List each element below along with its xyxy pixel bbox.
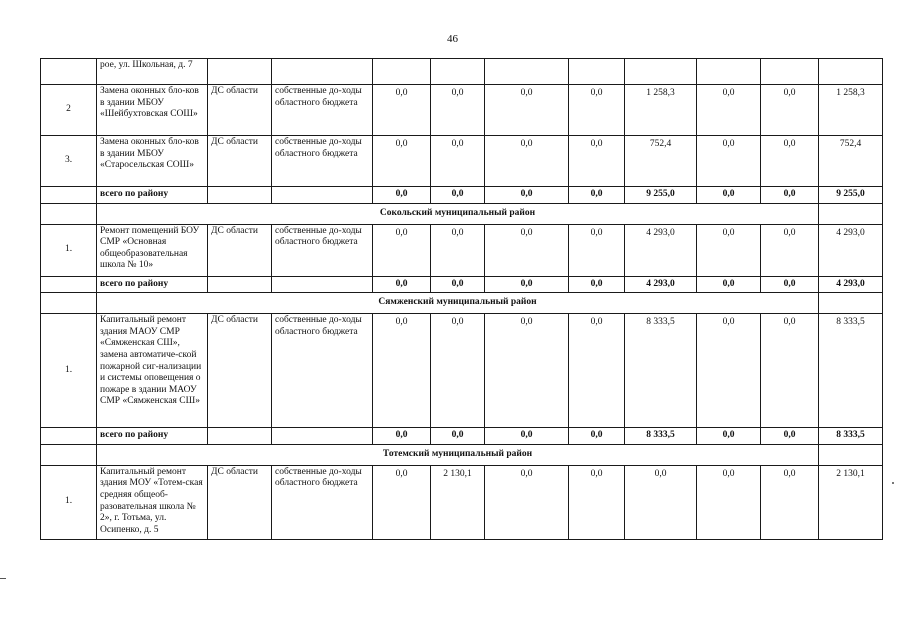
total-value-cell: 0,0: [373, 276, 431, 293]
value-cell: 0,0: [697, 136, 761, 187]
value-cell: 0,0: [373, 314, 431, 428]
total-value-cell: 0,0: [761, 276, 819, 293]
empty-cell: [41, 187, 97, 204]
table-row: [41, 314, 883, 428]
project-name: рое, ул. Школьная, д. 7: [97, 59, 208, 85]
value-cell: [697, 59, 761, 85]
district-header-row: [41, 293, 883, 314]
total-value-cell: 0,0: [569, 276, 625, 293]
value-cell: [819, 59, 883, 85]
total-value-cell: 0,0: [431, 428, 485, 445]
total-label: всего по району: [97, 276, 208, 293]
total-value-cell: 0,0: [697, 187, 761, 204]
district-header-row: [41, 444, 883, 465]
empty-cell: [41, 276, 97, 293]
total-value-cell: 0,0: [373, 428, 431, 445]
value-cell: 0,0: [431, 85, 485, 136]
total-value-cell: 0,0: [697, 276, 761, 293]
total-value-cell: 0,0: [697, 428, 761, 445]
empty-cell: [41, 293, 97, 314]
funding-type: собственные до-ходы областного бюджета: [272, 136, 373, 187]
funding-type: [272, 59, 373, 85]
value-cell: [761, 59, 819, 85]
value-cell: 0,0: [431, 136, 485, 187]
row-index: 3.: [41, 136, 97, 187]
table-row: [41, 59, 883, 85]
total-value-cell: 0,0: [485, 187, 569, 204]
value-cell: 0,0: [761, 136, 819, 187]
budget-table: [40, 58, 883, 540]
district-total-row: [41, 276, 883, 293]
row-index: 1.: [41, 224, 97, 276]
value-cell: 1 258,3: [819, 85, 883, 136]
value-cell: 0,0: [569, 85, 625, 136]
project-name: Капитальный ремонт здания МОУ «Тотем-ская средняя общеоб-разовательная школа № 2», г. Тотьма, ул. Осипенко, д. 5: [97, 465, 208, 539]
value-cell: 0,0: [569, 136, 625, 187]
value-cell: 0,0: [485, 465, 569, 539]
district-name: Тотемский муниципальный район: [97, 444, 819, 465]
row-index: [41, 59, 97, 85]
value-cell: 0,0: [761, 85, 819, 136]
empty-cell: [272, 428, 373, 445]
value-cell: [373, 59, 431, 85]
project-name: Замена оконных бло-ков в здании МБОУ «Старосельская СОШ»: [97, 136, 208, 187]
value-cell: 0,0: [761, 465, 819, 539]
funding-source: ДС области: [208, 224, 272, 276]
district-name: Сокольский муниципальный район: [97, 203, 819, 224]
total-value-cell: 0,0: [569, 428, 625, 445]
margin-dot: [892, 482, 894, 484]
value-cell: 4 293,0: [819, 224, 883, 276]
funding-source: ДС области: [208, 85, 272, 136]
value-cell: 0,0: [625, 465, 697, 539]
empty-cell: [208, 428, 272, 445]
table-row: [41, 465, 883, 539]
district-total-row: [41, 428, 883, 445]
value-cell: 0,0: [569, 224, 625, 276]
value-cell: 0,0: [697, 465, 761, 539]
value-cell: 2 130,1: [431, 465, 485, 539]
total-label: всего по району: [97, 428, 208, 445]
value-cell: 0,0: [569, 465, 625, 539]
project-name: Капитальный ремонт здания МАОУ СМР «Сямженская СШ», замена автоматиче-ской пожарной сиг-нализации и системы оповещения о пожаре в здании МАОУ СМР «Сямженская СШ»: [97, 314, 208, 428]
empty-cell: [819, 293, 883, 314]
total-value-cell: 8 333,5: [625, 428, 697, 445]
total-value-cell: 0,0: [569, 187, 625, 204]
funding-source: ДС области: [208, 314, 272, 428]
value-cell: 1 258,3: [625, 85, 697, 136]
total-value-cell: 0,0: [761, 428, 819, 445]
value-cell: 0,0: [485, 136, 569, 187]
margin-mark: [0, 578, 6, 579]
empty-cell: [819, 444, 883, 465]
value-cell: 0,0: [761, 224, 819, 276]
total-value-cell: 0,0: [485, 276, 569, 293]
total-value-cell: 0,0: [373, 187, 431, 204]
total-value-cell: 0,0: [485, 428, 569, 445]
empty-cell: [819, 203, 883, 224]
value-cell: 8 333,5: [625, 314, 697, 428]
empty-cell: [41, 203, 97, 224]
value-cell: [431, 59, 485, 85]
empty-cell: [208, 187, 272, 204]
district-header-row: [41, 203, 883, 224]
value-cell: 0,0: [761, 314, 819, 428]
value-cell: 0,0: [485, 85, 569, 136]
value-cell: 0,0: [697, 85, 761, 136]
total-value-cell: 0,0: [431, 187, 485, 204]
project-name: Ремонт помещений БОУ СМР «Основная общеобразовательная школа № 10»: [97, 224, 208, 276]
row-index: 1.: [41, 465, 97, 539]
value-cell: 0,0: [373, 136, 431, 187]
value-cell: 0,0: [485, 224, 569, 276]
total-value-cell: 0,0: [761, 187, 819, 204]
funding-type: собственные до-ходы областного бюджета: [272, 224, 373, 276]
page-number: 46: [447, 33, 458, 45]
funding-source: ДС области: [208, 136, 272, 187]
value-cell: 752,4: [819, 136, 883, 187]
value-cell: 0,0: [569, 314, 625, 428]
table-row: [41, 224, 883, 276]
table-row: [41, 136, 883, 187]
funding-source: ДС области: [208, 465, 272, 539]
empty-cell: [41, 444, 97, 465]
funding-source: [208, 59, 272, 85]
funding-type: собственные до-ходы областного бюджета: [272, 314, 373, 428]
empty-cell: [272, 187, 373, 204]
value-cell: 0,0: [431, 224, 485, 276]
total-label: всего по району: [97, 187, 208, 204]
value-cell: 4 293,0: [625, 224, 697, 276]
value-cell: 0,0: [373, 85, 431, 136]
value-cell: 752,4: [625, 136, 697, 187]
total-value-cell: 0,0: [431, 276, 485, 293]
district-name: Сямженский муниципальный район: [97, 293, 819, 314]
empty-cell: [208, 276, 272, 293]
value-cell: [485, 59, 569, 85]
total-value-cell: 4 293,0: [625, 276, 697, 293]
total-value-cell: 9 255,0: [819, 187, 883, 204]
table-body: [41, 59, 883, 540]
row-index: 1.: [41, 314, 97, 428]
value-cell: 0,0: [697, 224, 761, 276]
value-cell: [625, 59, 697, 85]
funding-type: собственные до-ходы областного бюджета: [272, 465, 373, 539]
value-cell: 0,0: [485, 314, 569, 428]
value-cell: 0,0: [697, 314, 761, 428]
value-cell: 0,0: [373, 224, 431, 276]
district-total-row: [41, 187, 883, 204]
value-cell: 0,0: [373, 465, 431, 539]
total-value-cell: 8 333,5: [819, 428, 883, 445]
total-value-cell: 4 293,0: [819, 276, 883, 293]
funding-type: собственные до-ходы областного бюджета: [272, 85, 373, 136]
project-name: Замена оконных бло-ков в здании МБОУ «Шейбухтовская СОШ»: [97, 85, 208, 136]
empty-cell: [41, 428, 97, 445]
value-cell: [569, 59, 625, 85]
empty-cell: [272, 276, 373, 293]
total-value-cell: 9 255,0: [625, 187, 697, 204]
row-index: 2: [41, 85, 97, 136]
value-cell: 2 130,1: [819, 465, 883, 539]
value-cell: 0,0: [431, 314, 485, 428]
value-cell: 8 333,5: [819, 314, 883, 428]
table-row: [41, 85, 883, 136]
